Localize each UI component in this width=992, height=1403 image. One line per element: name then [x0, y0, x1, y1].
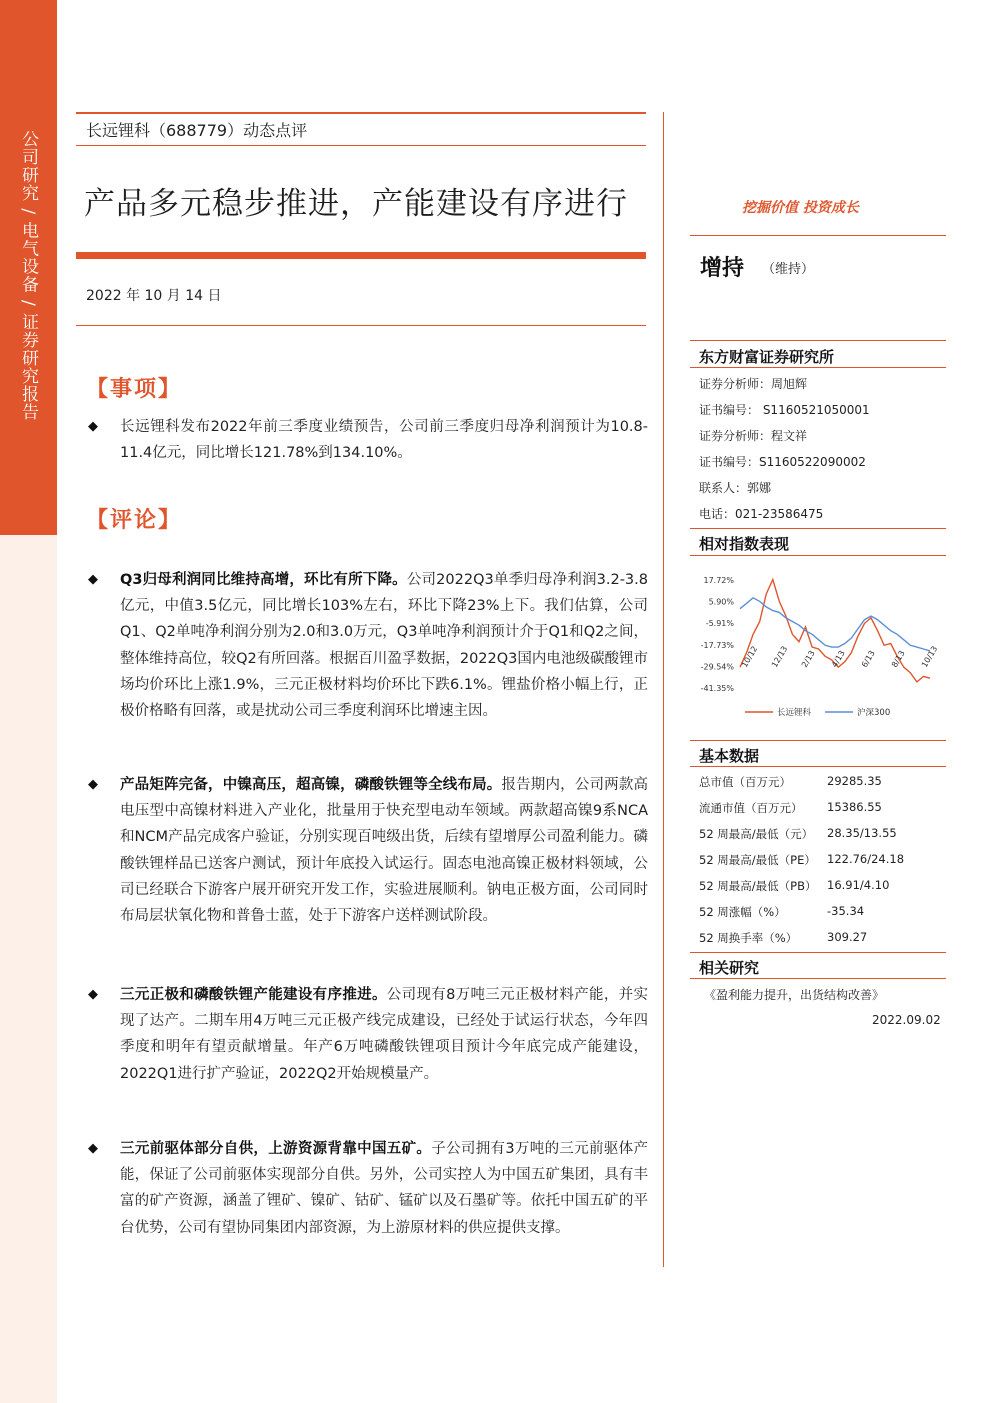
sidebar-category: 公司研究 / 电气设备 / 证券研究报告 [18, 130, 38, 422]
basic-key: 总市值（百万元） [699, 775, 791, 789]
basic-value: 29285.35 [827, 774, 882, 788]
basic-value: 309.27 [827, 930, 868, 944]
report-date: 2022 年 10 月 14 日 [86, 288, 222, 304]
basic-key: 52 周涨幅（%） [699, 905, 786, 919]
x-tick-label: 2/13 [799, 648, 817, 669]
diamond-bullet-icon: ◆ [88, 419, 98, 434]
analyst-line: 证券分析师：程文祥 [699, 429, 808, 443]
y-tick-label: 5.90% [708, 597, 734, 607]
series-line-1 [740, 598, 930, 651]
comment-1-lead: Q3归母利润同比维持高增，环比有所下降。 [120, 572, 407, 588]
title-bottom-bar [76, 252, 646, 259]
y-tick-label: -5.91% [705, 619, 734, 629]
column-divider [663, 112, 664, 1267]
event-bullet [88, 414, 648, 466]
diamond-bullet-icon: ◆ [88, 777, 98, 792]
chart-bottom-rule [690, 555, 946, 556]
basic-top-rule [690, 740, 946, 741]
diamond-bullet-icon: ◆ [88, 572, 98, 587]
related-top-rule [690, 952, 946, 953]
y-tick-label: -29.54% [700, 662, 734, 672]
x-tick-label: 10/13 [919, 644, 940, 669]
comment-bullet-3 [88, 982, 648, 1087]
comment-bullet-2 [88, 772, 648, 929]
left-sidebar [0, 0, 57, 1403]
rating-note: （维持） [762, 262, 815, 277]
analyst-line: 证书编号： S1160521050001 [699, 403, 870, 417]
x-tick-label: 10/12 [739, 644, 760, 669]
basic-value: 15386.55 [827, 800, 882, 814]
comment-1-body: 公司2022Q3单季归母净利润3.2-3.8亿元，中值3.5亿元，同比增长103%左右，环比下降23%上下。我们估算，公司Q1、Q2单吨净利润分别为2.0和3.0万元，Q3单吨净利润预计介于Q1和Q2之间，整体维持高位，较Q2有所回落。根据百川盈孚数据，2022Q3国内电池级碳酸锂市场均价环比上涨1.9%，三元正极材料均价环比下跌6.1%。锂盐价格小幅上行，正极价格略有回落，或是扰动公司三季度利润环比增速主因。 [120, 572, 648, 720]
event-text: 长远锂科发布2022年前三季度业绩预告，公司前三季度归母净利润预计为10.8-11.4亿元，同比增长121.78%到134.10%。 [120, 419, 648, 462]
basic-data-heading: 基本数据 [699, 747, 760, 765]
legend-label: 长远锂科 [777, 708, 812, 718]
relative-index-chart [690, 568, 950, 728]
y-tick-label: -41.35% [700, 684, 734, 693]
basic-value: 122.76/24.18 [827, 852, 905, 866]
basic-key: 52 周最高/最低（元） [699, 827, 814, 841]
comment-heading: 【评论】 [86, 508, 183, 533]
basic-key: 流通市值（百万元） [699, 801, 803, 815]
chart-svg [690, 568, 950, 728]
x-tick-label: 4/13 [829, 648, 847, 669]
top-rule [76, 112, 646, 114]
institute-name: 东方财富证券研究所 [699, 348, 835, 366]
analyst-line: 证券分析师：周旭辉 [699, 377, 808, 391]
diamond-bullet-icon: ◆ [88, 1141, 98, 1156]
comment-4-lead: 三元前驱体部分自供，上游资源背靠中国五矿。 [120, 1141, 432, 1157]
basic-key: 52 周换手率（%） [699, 931, 798, 945]
title-top-rule [76, 145, 646, 146]
date-divider [76, 325, 646, 326]
comment-3-lead: 三元正极和磷酸铁锂产能建设有序推进。 [120, 987, 387, 1003]
basic-value: 16.91/4.10 [827, 878, 890, 892]
chart-top-rule [690, 528, 946, 529]
basic-key: 52 周最高/最低（PE） [699, 853, 816, 867]
slogan: 挖掘价值 投资成长 [742, 200, 859, 216]
event-heading: 【事项】 [86, 377, 183, 402]
basic-value: 28.35/13.55 [827, 826, 897, 840]
chart-heading: 相对指数表现 [699, 535, 790, 553]
related-heading: 相关研究 [699, 959, 760, 977]
y-tick-label: 17.72% [703, 576, 734, 585]
basic-value: -35.34 [827, 904, 865, 918]
y-tick-label: -17.73% [700, 640, 734, 650]
comment-2-lead: 产品矩阵完备，中镍高压，超高镍，磷酸铁锂等全线布局。 [120, 777, 502, 793]
report-type: 长远锂科（688779）动态点评 [86, 121, 308, 140]
basic-key: 52 周最高/最低（PB） [699, 879, 817, 893]
related-report-date: 2022.09.02 [872, 1013, 941, 1027]
comment-bullet-4 [88, 1136, 648, 1241]
related-report-link[interactable]: 《盈利能力提升，出货结构改善》 [704, 988, 885, 1002]
comment-4-body: 子公司拥有3万吨的三元前驱体产能，保证了公司前驱体实现部分自供。另外，公司实控人为中国五矿集团，具有丰富的矿产资源，涵盖了锂矿、镍矿、钴矿、锰矿以及石墨矿等。依托中国五矿的平台优势，公司有望协同集团内部资源，为上游原材料的供应提供支撑。 [120, 1141, 648, 1236]
institute-bottom-rule [690, 367, 946, 368]
comment-bullet-1 [88, 567, 648, 724]
analyst-line: 联系人：郭娜 [699, 481, 772, 495]
rating: 增持 [700, 256, 745, 281]
comment-2-body: 报告期内，公司两款高电压型中高镍材料进入产业化，批量用于快充型电动车领域。两款超高镍9系NCA和NCM产品完成客户验证，分别实现百吨级出货，后续有望增厚公司盈利能力。磷酸铁锂样品已送客户测试，预计年底投入试运行。固态电池高镍正极材料领域，公司已经联合下游客户展开研究开发工作，实验进展顺利。钠电正极方面，公司同时布局层状氧化物和普鲁士蓝，处于下游客户送样测试阶段。 [120, 777, 649, 925]
legend-label: 沪深300 [857, 708, 891, 718]
x-tick-label: 12/13 [769, 644, 790, 669]
comment-3-body: 公司现有8万吨三元正极材料产能，并实现了达产。二期车用4万吨三元正极产线完成建设，已经处于试运行状态，今年四季度和明年有望贡献增量。年产6万吨磷酸铁锂项目预计今年底完成产能建设，2022Q1进行扩产验证，2022Q2开始规模量产。 [120, 987, 648, 1082]
x-tick-label: 6/13 [859, 648, 877, 669]
analyst-line: 电话：021-23586475 [699, 507, 824, 521]
slogan-divider [690, 235, 946, 236]
related-bottom-rule [690, 978, 946, 979]
diamond-bullet-icon: ◆ [88, 987, 98, 1002]
basic-bottom-rule [690, 766, 946, 767]
x-tick-label: 8/13 [889, 648, 907, 669]
analyst-line: 证书编号：S1160522090002 [699, 455, 866, 469]
institute-top-rule [690, 340, 946, 341]
page-title: 产品多元稳步推进，产能建设有序进行 [84, 186, 628, 222]
